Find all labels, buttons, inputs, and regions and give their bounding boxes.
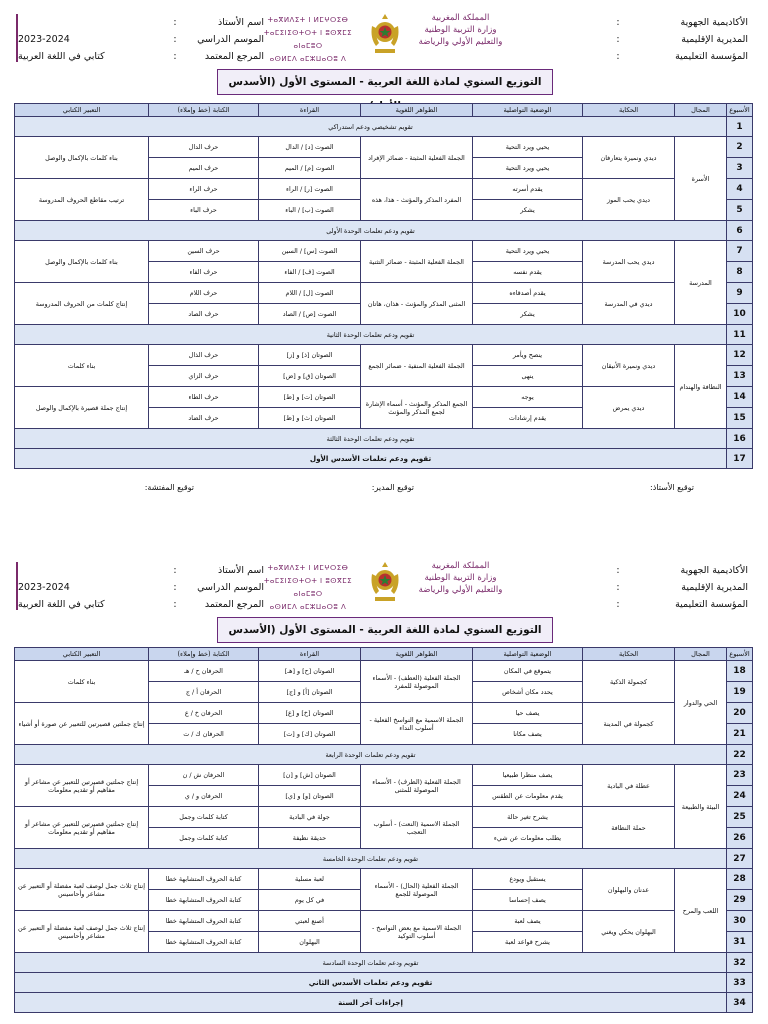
column-header: الظواهر اللغوية	[361, 104, 473, 117]
situation-cell: يقدم معلومات عن الطقس	[473, 786, 583, 807]
linguistic-cell: المفرد المذكر والمؤنث - هذا، هذه	[361, 179, 473, 221]
domain-cell: الحي والدوار	[675, 661, 727, 745]
story-cell: البهلوان يحكي ويغني	[583, 911, 675, 953]
writing-cell: كتابة الحروف المتشابهة خطا	[149, 911, 259, 932]
table-row	[15, 911, 753, 932]
reading-cell: حديقة نظيفة	[259, 828, 361, 849]
writing-cell: حرف الذال	[149, 345, 259, 366]
column-header: الحكاية	[583, 648, 675, 661]
week-number: 1	[727, 117, 753, 137]
table-row	[15, 117, 753, 137]
situation-cell: يصف لعبة	[473, 911, 583, 932]
separator: :	[616, 17, 620, 28]
writing-cell: حرف الباء	[149, 200, 259, 221]
expression-cell: بناء كلمات	[15, 661, 149, 703]
writing-cell: حرف الزاي	[149, 366, 259, 387]
page-title: التوزيع السنوي لمادة اللغة العربية - المستوى الأول (الأسدس	[217, 617, 553, 643]
amazigh-line: ⵜⴰⴳⵍⴷⵉⵜ ⵏ ⵍⵎⵖⵔⵉⴱ	[267, 16, 349, 24]
amazigh-line: ⵜⴰⵎⵉⵏⵉⵙⵜⵔⵜ ⵏ ⵓⵙⴳⵎⵉ ⴰⵏⴰⵎⵓⵔ	[263, 29, 353, 50]
domain-cell: البيئة والطبيعة	[675, 765, 727, 849]
situation-cell: يقدم إرشادات	[473, 408, 583, 429]
expression-cell: بناء كلمات بالإكمال والوصل	[15, 137, 149, 179]
evaluation-cell: تقويم ودعم تعلمات الوحدة الثالثة	[15, 429, 727, 449]
week-number: 16	[727, 429, 753, 449]
linguistic-cell: الجمع المذكر والمؤنث - أسماء الإشارة لجمع المذكر والمؤنث	[361, 387, 473, 429]
table-row	[15, 221, 753, 241]
situation-cell: يتموقع في المكان	[473, 661, 583, 682]
week-number: 34	[727, 993, 753, 1013]
separator: :	[616, 34, 620, 45]
linguistic-cell: الجملة الفعلية (العطف) - الأسماء الموصولة للمفرد	[361, 661, 473, 703]
story-cell: كجمولة الذكية	[583, 661, 675, 703]
linguistic-cell: الجملة الفعلية المنفية - ضمائر الجمع	[361, 345, 473, 387]
writing-cell: الحرفان ك / ت	[149, 724, 259, 745]
situation-cell: يصف مكانا	[473, 724, 583, 745]
teacher-signature-label: توقيع الأستاذ:	[650, 483, 694, 492]
separator: :	[173, 582, 177, 593]
table-row	[15, 345, 753, 366]
season-label: الموسم الدراسي	[197, 582, 264, 593]
week-number: 5	[727, 200, 753, 221]
document-header	[0, 548, 768, 610]
story-cell: ديدي يحب الموز	[583, 179, 675, 221]
table-row	[15, 807, 753, 828]
situation-cell: يشرح تغير حالة	[473, 807, 583, 828]
column-header: القراءة	[259, 648, 361, 661]
table-row	[15, 993, 753, 1013]
directorate-label: المديرية الإقليمية	[681, 34, 748, 45]
page-2	[0, 548, 768, 1024]
reading-cell: الصوتان [ذ] و [ز]	[259, 345, 361, 366]
table-row	[15, 703, 753, 724]
table-row	[15, 449, 753, 469]
table-row	[15, 387, 753, 408]
ministry-line: وزارة التربية الوطنية	[424, 25, 497, 35]
expression-cell: بناء كلمات	[15, 345, 149, 387]
writing-cell: حرف السين	[149, 241, 259, 262]
reading-cell: الصوتان [خ] و [ع]	[259, 703, 361, 724]
table-row	[15, 283, 753, 304]
document-header	[0, 0, 768, 62]
reference-label: المرجع المعتمد	[204, 51, 264, 62]
column-header: الكتابة (خط وإملاء)	[149, 648, 259, 661]
royal-emblem-icon	[370, 560, 400, 604]
teacher-info	[14, 14, 264, 65]
week-number: 14	[727, 387, 753, 408]
writing-cell: حرف الطاء	[149, 387, 259, 408]
reading-cell: جولة في البادية	[259, 807, 361, 828]
linguistic-cell: الجملة الاسمية (النعت) - أسلوب التعجب	[361, 807, 473, 849]
week-number: 10	[727, 304, 753, 325]
expression-cell: إنتاج ثلاث جمل لوصف لعبة مفضلة أو التعبير عن مشاعر وأحاسيس	[15, 869, 149, 911]
teacher-info	[14, 562, 264, 613]
table-row	[15, 179, 753, 200]
story-cell: ديدي يحب المدرسة	[583, 241, 675, 283]
evaluation-cell: تقويم ودعم تعلمات الوحدة الثانية	[15, 325, 727, 345]
writing-cell: حرف الصاد	[149, 304, 259, 325]
week-number: 21	[727, 724, 753, 745]
situation-cell: يشكر	[473, 200, 583, 221]
separator: :	[616, 565, 620, 576]
reading-cell: الصوت [ل] / اللام	[259, 283, 361, 304]
week-number: 25	[727, 807, 753, 828]
reading-cell: الصوتان [و] و [ي]	[259, 786, 361, 807]
evaluation-cell: تقويم ودعم تعلمات الوحدة السادسة	[15, 953, 727, 973]
expression-cell: بناء كلمات بالإكمال والوصل	[15, 241, 149, 283]
evaluation-cell: تقويم ودعم تعلمات الوحدة الرابعة	[15, 745, 727, 765]
table-row	[15, 765, 753, 786]
week-number: 26	[727, 828, 753, 849]
story-cell: ديدي في المدرسة	[583, 283, 675, 325]
evaluation-cell: تقويم ودعم تعلمات الأسدس الأول	[15, 449, 727, 469]
teacher-label: اسم الأستاذ	[218, 565, 264, 576]
ministry-heading	[258, 560, 508, 610]
evaluation-cell: تقويم ودعم تعلمات الوحدة الأولى	[15, 221, 727, 241]
reading-cell: الصوتان [ت] و [ط]	[259, 387, 361, 408]
reading-cell: الصوتان [ق] و [ض]	[259, 366, 361, 387]
column-header: الأسبوع	[727, 648, 753, 661]
column-header: التعبير الكتابي	[15, 648, 149, 661]
situation-cell: يحيي ويرد التحية	[473, 241, 583, 262]
writing-cell: الحرفان و / ي	[149, 786, 259, 807]
linguistic-cell: الجملة الاسمية مع النواسخ الفعلية - أسلوب النداء	[361, 703, 473, 745]
story-cell: ديدي يمرض	[583, 387, 675, 429]
situation-cell: يصف حيا	[473, 703, 583, 724]
expression-cell: إنتاج جملتين قصيرتين للتعبير عن مشاعر أو مفاهيم أو تقديم معلومات	[15, 765, 149, 807]
writing-cell: كتابة الحروف المتشابهة خطا	[149, 932, 259, 953]
reading-cell: الصوت [د] / الدال	[259, 137, 361, 158]
situation-cell: يوجه	[473, 387, 583, 408]
table-row	[15, 241, 753, 262]
writing-cell: كتابة كلمات وجمل	[149, 828, 259, 849]
week-number: 2	[727, 137, 753, 158]
linguistic-cell: المثنى المذكر والمؤنث - هذان، هاتان	[361, 283, 473, 325]
directorate-label: المديرية الإقليمية	[681, 582, 748, 593]
separator: :	[173, 599, 177, 610]
table-row	[15, 137, 753, 158]
week-number: 20	[727, 703, 753, 724]
situation-cell: يحدد مكان أشخاص	[473, 682, 583, 703]
separator: :	[173, 34, 177, 45]
kingdom-heading	[413, 12, 508, 48]
situation-cell: يقدم نفسه	[473, 262, 583, 283]
expression-cell: إنتاج كلمات من الحروف المدروسة	[15, 283, 149, 325]
story-cell: حملة النظافة	[583, 807, 675, 849]
reference-label: المرجع المعتمد	[204, 599, 264, 610]
situation-cell: يحيي ويرد التحية	[473, 158, 583, 179]
season-label: الموسم الدراسي	[197, 34, 264, 45]
expression-cell: إنتاج جملتين قصيرتين للتعبير عن مشاعر أو مفاهيم أو تقديم معلومات	[15, 807, 149, 849]
writing-cell: الحرفان ش / ن	[149, 765, 259, 786]
story-cell: ديدي ونميرة الأنيقان	[583, 345, 675, 387]
table-row	[15, 849, 753, 869]
table-header-row	[15, 104, 753, 117]
week-number: 11	[727, 325, 753, 345]
writing-cell: الحرفان ح / هـ	[149, 661, 259, 682]
column-header: الحكاية	[583, 104, 675, 117]
divider	[16, 14, 18, 62]
week-number: 7	[727, 241, 753, 262]
expression-cell: إنتاج ثلاث جمل لوصف لعبة مفضلة أو التعبير عن مشاعر وأحاسيس	[15, 911, 149, 953]
writing-cell: كتابة كلمات وجمل	[149, 807, 259, 828]
column-header: القراءة	[259, 104, 361, 117]
writing-cell: كتابة الحروف المتشابهة خطا	[149, 890, 259, 911]
story-cell: عدنان والبهلوان	[583, 869, 675, 911]
expression-cell: إنتاج جملتين قصيرتين للتعبير عن صورة أو أشياء	[15, 703, 149, 745]
week-number: 13	[727, 366, 753, 387]
writing-cell: الحرفان خ / ع	[149, 703, 259, 724]
situation-cell: يقدم أصدقاءه	[473, 283, 583, 304]
domain-cell: الأسرة	[675, 137, 727, 221]
reading-cell: الصوت [س] / السين	[259, 241, 361, 262]
linguistic-cell: الجملة الاسمية مع بعض النواسخ - أسلوب التوكيد	[361, 911, 473, 953]
writing-cell: كتابة الحروف المتشابهة خطا	[149, 869, 259, 890]
domain-cell: اللعب والمرح	[675, 869, 727, 953]
week-number: 29	[727, 890, 753, 911]
week-number: 4	[727, 179, 753, 200]
reading-cell: الصوتان [أ] و [ج]	[259, 682, 361, 703]
week-number: 8	[727, 262, 753, 283]
kingdom-line: المملكة المغربية	[431, 13, 490, 23]
situation-cell: يحيي ويرد التحية	[473, 137, 583, 158]
reading-cell: الصوتان [ك] و [ت]	[259, 724, 361, 745]
ministry-line: وزارة التربية الوطنية	[424, 573, 497, 583]
reading-cell: الصوت [ر] / الراء	[259, 179, 361, 200]
table-row	[15, 973, 753, 993]
reference-value: كتابي في اللغة العربية	[18, 599, 105, 610]
reading-cell: الصوتان [ث] و [ظ]	[259, 408, 361, 429]
teacher-label: اسم الأستاذ	[218, 17, 264, 28]
reading-cell: في كل يوم	[259, 890, 361, 911]
column-header: الوضعية التواصلية	[473, 104, 583, 117]
evaluation-cell: تقويم ودعم تعلمات الوحدة الخامسة	[15, 849, 727, 869]
distribution-table	[14, 103, 753, 469]
domain-cell: النظافة والهندام	[675, 345, 727, 429]
reading-cell: الصوت [ب] / الباء	[259, 200, 361, 221]
week-number: 17	[727, 449, 753, 469]
reference-value: كتابي في اللغة العربية	[18, 51, 105, 62]
inspector-signature-label: توقيع المفتشة:	[144, 483, 194, 492]
column-header: الوضعية التواصلية	[473, 648, 583, 661]
week-number: 6	[727, 221, 753, 241]
season-value: 2023-2024	[18, 582, 70, 593]
table-row	[15, 661, 753, 682]
linguistic-cell: الجملة الفعلية المثبتة - ضمائر الإفراد	[361, 137, 473, 179]
writing-cell: الحرفان أ / ج	[149, 682, 259, 703]
week-number: 28	[727, 869, 753, 890]
evaluation-cell: تقويم ودعم تعلمات الأسدس الثاني	[15, 973, 727, 993]
story-cell: عطلة في البادية	[583, 765, 675, 807]
separator: :	[616, 582, 620, 593]
table-header-row	[15, 648, 753, 661]
week-number: 18	[727, 661, 753, 682]
institution-label: المؤسسة التعليمية	[675, 51, 748, 62]
reading-cell: أصنع لعبتي	[259, 911, 361, 932]
writing-cell: حرف الميم	[149, 158, 259, 179]
week-number: 24	[727, 786, 753, 807]
situation-cell: ينهى	[473, 366, 583, 387]
season-value: 2023-2024	[18, 34, 70, 45]
page-title: التوزيع السنوي لمادة اللغة العربية - المستوى الأول (الأسدس	[217, 69, 553, 95]
reading-cell: الصوتان [ش] و [ن]	[259, 765, 361, 786]
situation-cell: يطلب معلومات عن شيء	[473, 828, 583, 849]
ministry-heading	[258, 12, 508, 62]
column-header: المجال	[675, 104, 727, 117]
evaluation-cell: إجراءات آخر السنة	[15, 993, 727, 1013]
week-number: 15	[727, 408, 753, 429]
reading-cell: لعبة مسلية	[259, 869, 361, 890]
situation-cell: يصف منظرا طبيعيا	[473, 765, 583, 786]
table-row	[15, 325, 753, 345]
director-signature-label: توقيع المدير:	[371, 483, 414, 492]
column-header: الأسبوع	[727, 104, 753, 117]
writing-cell: حرف الراء	[149, 179, 259, 200]
separator: :	[173, 51, 177, 62]
week-number: 12	[727, 345, 753, 366]
academy-label: الأكاديمية الجهوية	[680, 17, 748, 28]
separator: :	[616, 51, 620, 62]
week-number: 19	[727, 682, 753, 703]
separator: :	[173, 565, 177, 576]
expression-cell: ترتيب مقاطع الحروف المدروسة	[15, 179, 149, 221]
week-number: 31	[727, 932, 753, 953]
week-number: 27	[727, 849, 753, 869]
distribution-table	[14, 647, 753, 1013]
situation-cell: يقدم أسرته	[473, 179, 583, 200]
week-number: 30	[727, 911, 753, 932]
writing-cell: حرف الدال	[149, 137, 259, 158]
column-header: الكتابة (خط وإملاء)	[149, 104, 259, 117]
table-row	[15, 869, 753, 890]
signatures	[14, 483, 754, 497]
week-number: 32	[727, 953, 753, 973]
situation-cell: يصف إحساسا	[473, 890, 583, 911]
week-number: 33	[727, 973, 753, 993]
reading-cell: الصوت [ص] / الصاد	[259, 304, 361, 325]
table-row	[15, 953, 753, 973]
admin-info	[513, 14, 748, 65]
academy-label: الأكاديمية الجهوية	[680, 565, 748, 576]
royal-emblem-icon	[370, 12, 400, 56]
table-row	[15, 745, 753, 765]
writing-cell: حرف الضاد	[149, 408, 259, 429]
linguistic-cell: الجملة الفعلية (الظرف) - الأسماء الموصولة للمثنى	[361, 765, 473, 807]
amazigh-line: ⴰⵙⵍⵎⴷ ⴰⵎⵣⵡⴰⵔⵓ ⴷ	[269, 603, 347, 611]
situation-cell: ينصح ويأمر	[473, 345, 583, 366]
amazigh-line: ⵜⴰⵎⵉⵏⵉⵙⵜⵔⵜ ⵏ ⵓⵙⴳⵎⵉ ⴰⵏⴰⵎⵓⵔ	[263, 577, 353, 598]
kingdom-heading	[413, 560, 508, 596]
divider	[16, 562, 18, 610]
situation-cell: يشكر	[473, 304, 583, 325]
expression-cell: إنتاج جملة قصيرة بالإكمال والوصل	[15, 387, 149, 429]
linguistic-cell: الجملة الفعلية (الحال) - الأسماء الموصولة للجمع	[361, 869, 473, 911]
institution-label: المؤسسة التعليمية	[675, 599, 748, 610]
week-number: 23	[727, 765, 753, 786]
story-cell: ديدي ونميرة يتعارفان	[583, 137, 675, 179]
domain-cell: المدرسة	[675, 241, 727, 325]
reading-cell: الصوتان [ح] و [هـ]	[259, 661, 361, 682]
column-header: المجال	[675, 648, 727, 661]
ministry-line: والتعليم الأولي والرياضة	[418, 37, 503, 47]
situation-cell: يشرح قواعد لعبة	[473, 932, 583, 953]
table-row	[15, 429, 753, 449]
week-number: 22	[727, 745, 753, 765]
amazigh-line: ⵜⴰⴳⵍⴷⵉⵜ ⵏ ⵍⵎⵖⵔⵉⴱ	[267, 564, 349, 572]
week-number: 9	[727, 283, 753, 304]
writing-cell: حرف اللام	[149, 283, 259, 304]
writing-cell: حرف الفاء	[149, 262, 259, 283]
reading-cell: الصوت [ف] / الفاء	[259, 262, 361, 283]
week-number: 3	[727, 158, 753, 179]
amazigh-line: ⴰⵙⵍⵎⴷ ⴰⵎⵣⵡⴰⵔⵓ ⴷ	[269, 55, 347, 63]
linguistic-cell: الجملة الفعلية المثبتة - ضمائر التثنية	[361, 241, 473, 283]
column-header: الظواهر اللغوية	[361, 648, 473, 661]
column-header: التعبير الكتابي	[15, 104, 149, 117]
reading-cell: الصوت [م] / الميم	[259, 158, 361, 179]
admin-info	[513, 562, 748, 613]
separator: :	[616, 599, 620, 610]
separator: :	[173, 17, 177, 28]
story-cell: كجمولة في المدينة	[583, 703, 675, 745]
ministry-line: والتعليم الأولي والرياضة	[418, 585, 503, 595]
kingdom-line: المملكة المغربية	[431, 561, 490, 571]
situation-cell: يستقبل ويودع	[473, 869, 583, 890]
evaluation-cell: تقويم تشخيصي ودعم استدراكي	[15, 117, 727, 137]
reading-cell: البهلوان	[259, 932, 361, 953]
